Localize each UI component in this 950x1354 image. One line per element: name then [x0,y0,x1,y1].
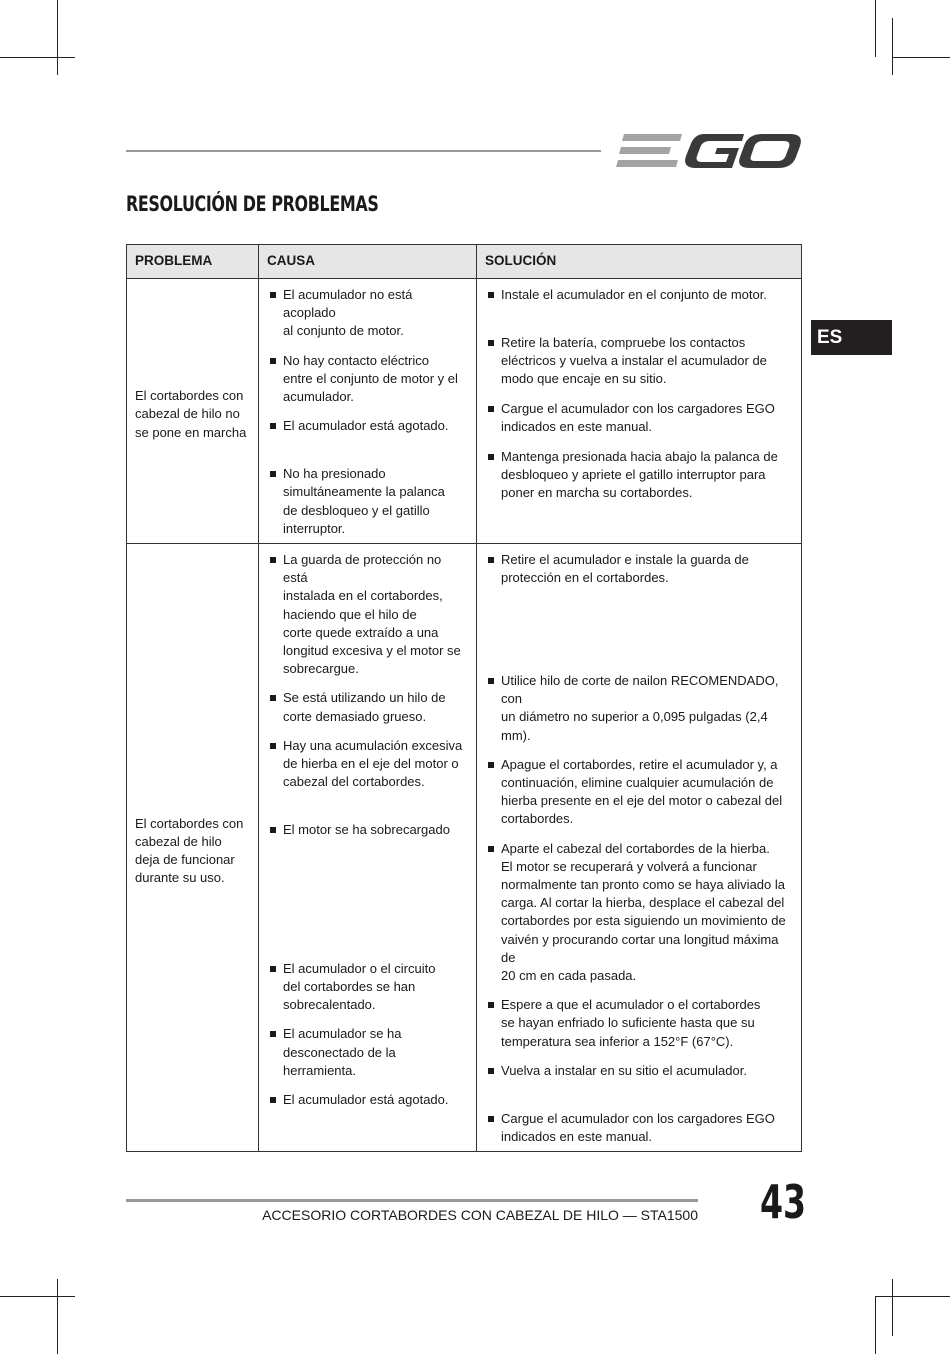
table-row [127,279,802,544]
crop-mark [892,1279,893,1336]
crop-mark [0,1296,75,1297]
solution-text: Utilice hilo de corte de nailon RECOMENDADO, con un diámetro no superior a 0,095 pulgadas (2,4 mm). [501,673,779,743]
problem-cell [127,544,259,1152]
header-problem: PROBLEMA [127,245,259,279]
cause-text: El acumulador no está acoplado al conjunto de motor. [283,287,413,339]
bullet-icon [485,672,501,745]
bullet-icon [267,417,283,454]
bullet-icon [485,551,501,661]
bullet-icon [485,448,501,503]
bullet-icon [485,1062,501,1099]
crop-mark [892,57,950,58]
bullet-icon [485,996,501,1051]
crop-mark [57,0,58,75]
header-cause: CAUSA [259,245,477,279]
cause-text: La guarda de protección no está instalada en el cortabordes, haciendo que el hilo de corte quede extraído a una longitud excesiva y el motor se sobrecargue. [283,552,461,677]
solution-text: Vuelva a instalar en su sitio el acumulador. [501,1062,747,1078]
problem-text: El cortabordes con cabezal de hilo deja de funcionar durante su uso. [135,815,244,886]
solution-text: Aparte el cabezal del cortabordes de la hierba. El motor se recuperará y volverá a funcionar normalmente tan pronto como se haya aliviado la carga. Al cortar la hierba, desplace el cabezal del cortabordes por esta siguiendo un movimiento de vaivén y procurando cortar una longitud máxima de 20 cm en cada pasada. [501,840,786,984]
solution-text: Mantenga presionada hacia abajo la palanca de desbloqueo y apriete el gatillo interruptor para poner en marcha su cortabordes. [501,448,778,501]
crop-mark [875,0,876,57]
solution-text: Retire el acumulador e instale la guarda de protección en el cortabordes. [501,552,749,586]
solution-text: Espere a que el acumulador o el cortabordes se hayan enfriado lo suficiente hasta que su temperatura sea inferior a 152°F (67°C). [501,997,761,1049]
bullet-icon [267,689,283,725]
bullet-icon [485,400,501,437]
cause-text: No ha presionado simultáneamente la palanca de desbloqueo y el gatillo interruptor. [283,466,445,536]
bullet-icon [485,286,501,323]
bullet-icon [485,756,501,829]
problem-cell [127,279,259,544]
solution-text: Cargue el acumulador con los cargadores EGO indicados en este manual. [501,1110,775,1145]
troubleshooting-table [126,244,802,1152]
cause-text: Hay una acumulación excesiva de hierba en el eje del motor o cabezal del cortabordes. [283,737,463,790]
bullet-icon [485,334,501,389]
page-title: RESOLUCIÓN DE PROBLEMAS [126,192,379,216]
bullet-icon [267,286,283,341]
cause-text: Se está utilizando un hilo de corte demasiado grueso. [283,690,446,724]
cause-text: El acumulador o el circuito del cortabordes se han sobrecalentado. [283,960,436,1013]
solution-cell [477,279,802,544]
table-row [127,544,802,1152]
bullet-icon [267,1091,283,1109]
ego-logo [616,128,802,174]
footer-rule [126,1199,698,1202]
bullet-icon [267,1025,283,1080]
cause-text: El acumulador se ha desconectado de la herramienta. [283,1026,402,1078]
header-solution: SOLUCIÓN [477,245,802,279]
problem-text: El cortabordes con cabezal de hilo no se pone en marcha [135,388,247,440]
crop-mark [892,18,893,75]
page-number: 43 [760,1175,807,1229]
bullet-icon [485,1110,501,1146]
solution-cell [477,544,802,1152]
cause-text: El motor se ha sobrecargado [283,821,450,837]
solution-text: Instale el acumulador en el conjunto de motor. [501,287,767,302]
bullet-icon [267,960,283,1015]
crop-mark [57,1279,58,1354]
bullet-icon [267,352,283,407]
bullet-icon [267,737,283,810]
cause-cell [259,279,477,544]
language-tab: ES [811,320,892,355]
solution-text: Retire la batería, compruebe los contactos eléctricos y vuelva a instalar el acumulador de modo que encaje en su sitio. [501,335,767,387]
bullet-icon [267,465,283,538]
cause-cell [259,544,477,1152]
header-rule [126,150,601,152]
crop-mark [0,57,75,58]
table-header-row [127,245,802,279]
cause-text: El acumulador está agotado. [283,418,449,434]
cause-text: El acumulador está agotado. [283,1092,449,1108]
bullet-icon [485,840,501,986]
solution-text: Cargue el acumulador con los cargadores EGO indicados en este manual. [501,400,775,434]
crop-mark [875,1296,950,1297]
bullet-icon [267,821,283,949]
cause-text: No hay contacto eléctrico entre el conjunto de motor y el acumulador. [283,352,458,405]
footer-text: ACCESORIO CORTABORDES CON CABEZAL DE HILO — STA1500 [262,1207,698,1223]
bullet-icon [267,551,283,678]
solution-text: Apague el cortabordes, retire el acumulador y, a continuación, elimine cualquier acumulación de hierba presente en el eje del motor o cabezal del cortabordes. [501,756,783,827]
crop-mark [875,1296,876,1354]
